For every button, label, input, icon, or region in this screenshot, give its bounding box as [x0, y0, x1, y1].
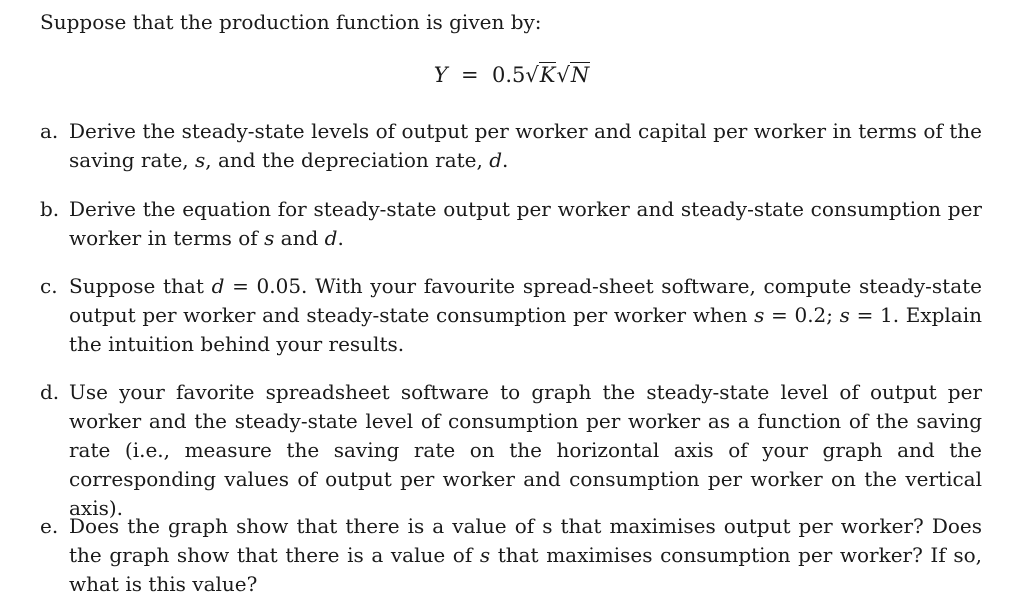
sqrt-n: √N — [556, 63, 590, 87]
question-e — [40, 512, 982, 599]
question-label: d. — [40, 380, 60, 404]
eq-sign: = — [461, 63, 479, 87]
question-text: Does the graph show that there is a value of s that maximises output per worker? Does the graph show that there is a value of s that maximises consumption per worker? If so, what is this value? — [69, 514, 983, 596]
question-c — [40, 272, 982, 359]
question-text: Suppose that d = 0.05. With your favourite spread-sheet software, compute steady-state output per worker and steady-state consumption per worker when s = 0.2; s = 1. Explain the intuition behind your results. — [69, 274, 983, 356]
production-function-equation — [0, 60, 1024, 90]
intro-text: Suppose that the production function is given by: — [40, 10, 542, 34]
question-a — [40, 117, 982, 175]
question-label: e. — [40, 514, 59, 538]
question-label: b. — [40, 197, 60, 221]
sqrt-k: √K — [525, 63, 556, 87]
eq-coefficient: 0.5 — [491, 63, 526, 87]
question-label: c. — [40, 274, 58, 298]
question-d — [40, 378, 982, 523]
question-text: Use your favorite spreadsheet software to graph the steady-state level of output per worker and the steady-state level of consumption per worker as a function of the saving rate (i.e., measure the saving rate on the horizontal axis of your graph and the corresponding values of output per worker and consumption per worker on the vertical axis). — [69, 380, 982, 520]
question-text: Derive the equation for steady-state output per worker and steady-state consumption per worker in terms of s and d. — [69, 197, 982, 250]
question-text: Derive the steady-state levels of output per worker and capital per worker in terms of the saving rate, s, and the depreciation rate, d. — [69, 119, 982, 172]
question-label: a. — [40, 119, 59, 143]
question-b — [40, 195, 982, 253]
eq-lhs: Y — [433, 63, 448, 87]
